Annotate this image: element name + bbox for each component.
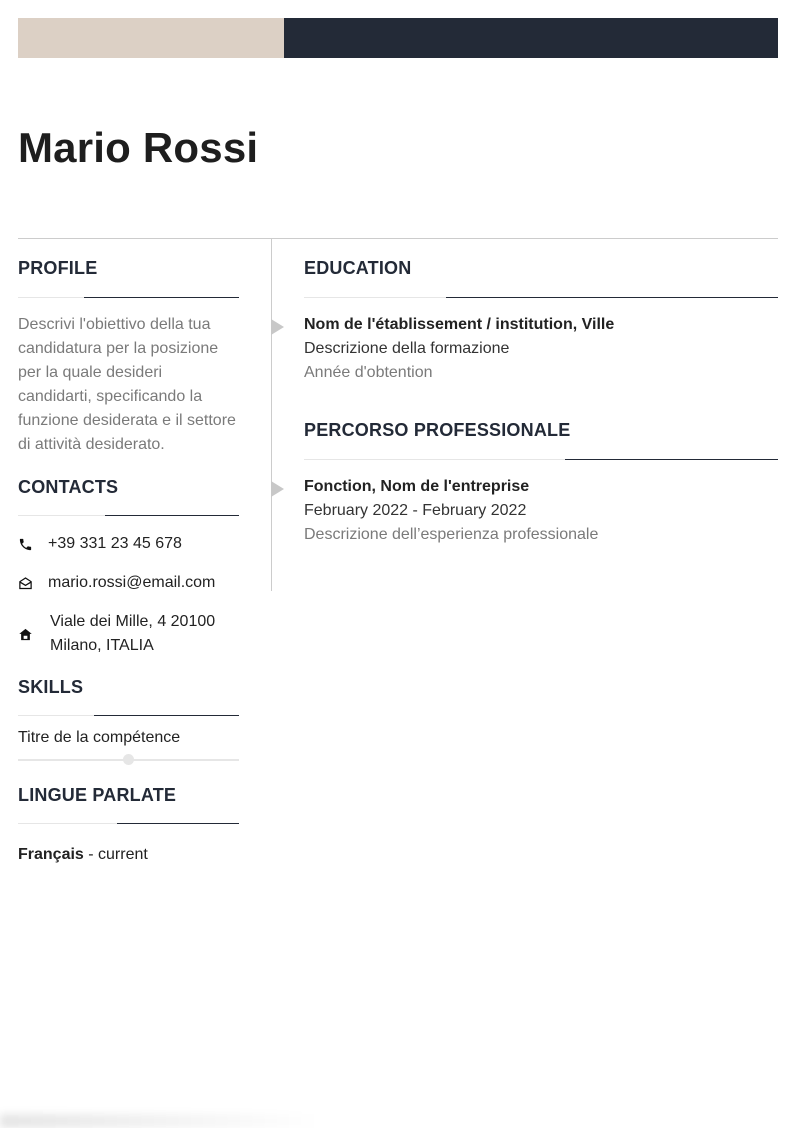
education-institution: Nom de l'établissement / institution, Ville <box>304 316 615 333</box>
skill-level-dot <box>123 754 134 765</box>
experience-section <box>304 420 778 547</box>
education-entry <box>304 313 778 385</box>
languages-title: LINGUE PARLATE <box>18 785 177 805</box>
experience-dates: February 2022 - February 2022 <box>304 502 527 519</box>
phone-icon <box>18 537 48 552</box>
skills-title: SKILLS <box>18 677 84 697</box>
education-year: Année d'obtention <box>304 364 433 381</box>
email-value: mario.rossi@email.com <box>48 574 216 591</box>
left-column <box>18 239 239 864</box>
email-icon <box>18 576 48 591</box>
contacts-title: CONTACTS <box>18 477 119 497</box>
skill-level-track <box>18 759 239 761</box>
contacts-underline <box>18 515 239 516</box>
address-line-2: Milano, ITALIA <box>50 637 154 654</box>
candidate-name: Mario Rossi <box>18 124 259 171</box>
skills-section <box>18 677 239 761</box>
languages-section <box>18 785 239 864</box>
language-item: Français - current <box>18 846 148 863</box>
right-column <box>304 239 778 547</box>
entry-marker-icon <box>271 481 284 497</box>
contact-address <box>18 610 239 658</box>
column-divider <box>271 238 272 591</box>
experience-entry <box>304 475 778 547</box>
language-name: Français <box>18 846 84 863</box>
page-bottom-shadow <box>0 1114 320 1128</box>
languages-underline <box>18 823 239 824</box>
address-line-1: Viale dei Mille, 4 20100 <box>50 613 216 630</box>
experience-title: PERCORSO PROFESSIONALE <box>304 420 571 440</box>
education-section <box>304 258 778 385</box>
contact-phone <box>18 532 239 556</box>
experience-underline <box>304 459 778 460</box>
education-description: Descrizione della formazione <box>304 340 510 357</box>
header-band-right <box>284 18 778 58</box>
home-icon <box>18 627 50 642</box>
header-band <box>18 18 778 58</box>
profile-title: PROFILE <box>18 258 98 278</box>
profile-text: Descrivi l'obiettivo della tua candidatura per la posizione per la quale desideri candidarti, specificando la funzione desiderata e il settore di attività desiderato. <box>18 316 236 453</box>
header-band-left <box>18 18 284 58</box>
education-title: EDUCATION <box>304 258 412 278</box>
contacts-section <box>18 477 239 658</box>
contact-email <box>18 571 239 595</box>
experience-description: Descrizione dell’esperienza professionale <box>304 526 599 543</box>
experience-role: Fonction, Nom de l'entreprise <box>304 478 530 495</box>
language-level: current <box>98 846 148 863</box>
entry-marker-icon <box>271 319 284 335</box>
skill-name: Titre de la compétence <box>18 729 181 746</box>
profile-underline <box>18 297 239 298</box>
phone-value: +39 331 23 45 678 <box>48 535 182 552</box>
profile-section <box>18 258 239 457</box>
skills-underline <box>18 715 239 716</box>
education-underline <box>304 297 778 298</box>
